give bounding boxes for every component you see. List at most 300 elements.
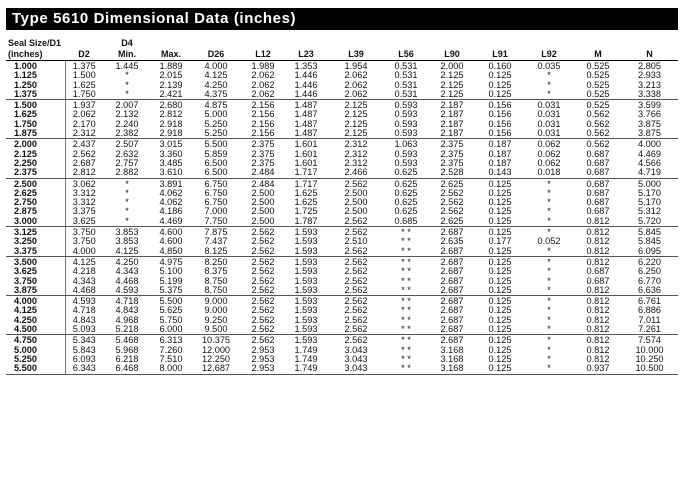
table-cell: 2.507 [115, 139, 139, 150]
table-cell: 1.063 [394, 139, 418, 150]
table-cell: 2.562 [251, 276, 275, 286]
table-cell: 10.000 [635, 345, 664, 355]
size-group [6, 61, 678, 100]
seal-size-cell: 3.625 [6, 267, 65, 276]
table-cell: * [547, 178, 551, 189]
column-header [151, 38, 191, 49]
table-cell: 4.375 [191, 90, 241, 100]
table-cell: * [547, 256, 551, 267]
size-group [6, 139, 678, 178]
table-cell: 0.562 [586, 119, 610, 129]
table-cell: 0.177 [488, 237, 512, 247]
table-cell: 2.562 [344, 227, 368, 238]
table-cell: 0.156 [477, 129, 523, 139]
table-cell: 5.000 [638, 178, 661, 189]
table-cell: 0.525 [586, 61, 610, 71]
table-cell: 2.632 [115, 149, 139, 159]
table-cell: 7.875 [204, 227, 228, 238]
seal-size-cell: 1.875 [6, 129, 65, 139]
table-cell: 0.812 [586, 237, 610, 247]
table-cell: 0.812 [586, 354, 610, 364]
column-header: L92 [523, 49, 575, 61]
table-cell: 2.125 [344, 100, 368, 111]
table-cell: 4.593 [72, 296, 96, 307]
seal-size-cell: 2.875 [6, 207, 65, 216]
table-cell: 2.062 [251, 80, 275, 90]
table-cell: 6.095 [621, 247, 678, 257]
table-cell: 6.750 [204, 188, 228, 198]
table-cell: 6.313 [159, 335, 183, 346]
table-row [6, 355, 678, 364]
table-row [6, 81, 678, 90]
table-cell: 2.953 [251, 354, 275, 364]
table-cell: 1.937 [72, 100, 96, 111]
table-cell: 2.466 [327, 168, 385, 178]
table-cell: 2.125 [440, 80, 464, 90]
table-cell: * [547, 188, 551, 198]
table-cell: 0.625 [394, 198, 418, 208]
seal-size-cell: 1.125 [6, 71, 65, 80]
table-cell: 1.446 [285, 90, 327, 100]
table-cell: 2.805 [638, 61, 661, 71]
table-cell: 1.593 [294, 256, 318, 267]
table-cell: 2.156 [251, 110, 275, 120]
table-cell: * * [385, 247, 427, 257]
table-cell: 2.562 [251, 256, 275, 267]
table-cell: 3.875 [638, 119, 661, 129]
table-cell: 1.601 [294, 139, 318, 150]
table-cell: 2.007 [115, 100, 139, 111]
table-cell: 3.312 [72, 188, 96, 198]
table-cell: 0.187 [488, 149, 512, 159]
table-cell: * * [401, 306, 411, 316]
size-group [6, 100, 678, 139]
table-cell: 1.749 [285, 364, 327, 374]
table-cell: * [523, 364, 575, 374]
table-cell: * [125, 207, 129, 217]
table-cell: 5.845 [638, 237, 661, 247]
table-cell: 8.250 [204, 256, 228, 267]
table-cell: 4.125 [72, 256, 96, 267]
table-cell: * * [401, 256, 411, 267]
table-cell: 5.500 [159, 296, 183, 307]
table-cell: 1.601 [294, 158, 318, 168]
table-cell: 0.125 [488, 198, 512, 208]
table-cell: 0.156 [488, 100, 512, 111]
table-cell: 4.218 [72, 267, 96, 277]
seal-size-cell: 4.500 [6, 325, 65, 335]
table-cell: 0.160 [488, 61, 512, 71]
table-cell: 2.375 [251, 158, 275, 168]
column-header: Max. [151, 49, 191, 61]
table-cell: 0.031 [537, 119, 561, 129]
table-cell: 2.562 [251, 315, 275, 325]
table-cell: * [547, 315, 551, 325]
table-cell: 5.720 [621, 217, 678, 227]
table-cell: * * [401, 227, 411, 238]
table-cell: 3.853 [115, 237, 139, 247]
seal-size-cell: 4.125 [6, 306, 65, 315]
table-cell: * [547, 276, 551, 286]
table-cell: 3.015 [159, 139, 183, 150]
table-cell: 1.593 [285, 247, 327, 257]
table-cell: 2.680 [159, 100, 183, 111]
table-cell: * [125, 198, 129, 208]
table-cell: 2.562 [344, 296, 368, 307]
table-cell: 6.220 [638, 256, 661, 267]
seal-size-cell: 1.500 [6, 100, 65, 111]
table-cell: 2.500 [241, 217, 285, 227]
table-cell: 8.375 [204, 267, 228, 277]
table-row [6, 364, 678, 374]
table-cell: 0.937 [575, 364, 621, 374]
table-cell: 5.250 [191, 129, 241, 139]
table-cell: 4.062 [159, 198, 183, 208]
table-cell: 4.250 [115, 256, 139, 267]
table-cell: 0.125 [488, 345, 512, 355]
table-cell: 0.687 [586, 267, 610, 277]
table-cell: * * [385, 286, 427, 296]
table-cell: 2.562 [344, 256, 368, 267]
table-cell: 2.562 [440, 188, 464, 198]
table-cell: 2.156 [251, 100, 275, 111]
table-cell: 3.312 [72, 198, 96, 208]
table-cell: 2.882 [103, 168, 151, 178]
table-cell: * * [401, 276, 411, 286]
table-cell: 1.487 [285, 129, 327, 139]
table-cell: 3.375 [72, 207, 96, 217]
seal-size-cell: 4.000 [6, 296, 65, 307]
table-cell: * [547, 335, 551, 346]
table-cell: 2.687 [440, 276, 464, 286]
table-cell: * * [401, 335, 411, 346]
table-cell: 0.187 [488, 158, 512, 168]
table-cell: 2.062 [72, 110, 96, 120]
table-row [6, 198, 678, 207]
table-cell: 2.421 [151, 90, 191, 100]
table-cell: 4.125 [103, 247, 151, 257]
table-cell: 5.343 [72, 335, 96, 346]
column-header: D4 [121, 38, 133, 48]
table-cell: 3.168 [440, 354, 464, 364]
table-cell: * [523, 247, 575, 257]
table-cell: 4.600 [159, 227, 183, 238]
table-cell: 12.687 [191, 364, 241, 374]
table-cell: 10.500 [621, 364, 678, 374]
table-row [6, 237, 678, 246]
table-cell: 0.125 [488, 178, 512, 189]
table-cell: 6.468 [103, 364, 151, 374]
table-cell: 2.187 [440, 119, 464, 129]
table-cell: 1.593 [294, 227, 318, 238]
table-cell: 2.156 [251, 119, 275, 129]
column-header: L23 [285, 49, 327, 61]
table-cell: 6.218 [115, 354, 139, 364]
table-cell: 12.000 [201, 345, 231, 355]
column-header [385, 38, 427, 49]
table-cell: 0.125 [488, 315, 512, 325]
table-cell: * * [385, 364, 427, 374]
table-cell: 2.562 [251, 306, 275, 316]
table-cell: 2.562 [251, 237, 275, 247]
table-row [6, 346, 678, 355]
table-cell: 4.850 [151, 247, 191, 257]
table-cell: * [547, 345, 551, 355]
table-cell: 8.125 [191, 247, 241, 257]
table-row [6, 256, 678, 267]
table-cell: 4.718 [72, 306, 96, 316]
seal-size-cell: 1.250 [6, 81, 65, 90]
table-cell: 0.531 [394, 61, 418, 71]
table-cell: 2.687 [427, 325, 477, 335]
table-cell: 4.343 [72, 276, 96, 286]
column-header: L12 [241, 49, 285, 61]
seal-size-cell: 5.000 [6, 346, 65, 355]
table-cell: 2.139 [159, 80, 183, 90]
table-cell: 0.531 [385, 90, 427, 100]
table-cell: 0.562 [586, 110, 610, 120]
table-row [6, 207, 678, 216]
column-header [575, 38, 621, 49]
table-cell: 1.717 [285, 168, 327, 178]
table-row [6, 277, 678, 286]
table-cell: 2.625 [427, 217, 477, 227]
table-cell: 6.500 [204, 158, 228, 168]
table-cell: 10.375 [201, 335, 231, 346]
table-cell: 1.500 [72, 71, 96, 81]
table-cell: 2.500 [344, 207, 368, 217]
table-row [6, 120, 678, 129]
table-cell: 0.031 [523, 129, 575, 139]
table-cell: 4.000 [65, 247, 103, 257]
table-cell: 2.562 [251, 227, 275, 238]
seal-size-cell: 2.375 [6, 168, 65, 178]
table-cell: 4.000 [204, 61, 228, 71]
table-cell: 1.625 [294, 188, 318, 198]
table-cell: 2.510 [344, 237, 368, 247]
table-cell: 6.093 [72, 354, 96, 364]
table-cell: 1.954 [344, 61, 368, 71]
table-cell: 4.566 [638, 158, 661, 168]
table-cell: 4.600 [159, 237, 183, 247]
table-cell: 1.487 [294, 119, 318, 129]
table-cell: 2.500 [251, 198, 275, 208]
table-cell: 0.125 [488, 207, 512, 217]
table-cell: 3.360 [159, 149, 183, 159]
table-cell: 2.500 [251, 207, 275, 217]
table-cell: 2.953 [241, 364, 285, 374]
table-cell: * * [401, 237, 411, 247]
table-cell: 2.187 [427, 129, 477, 139]
seal-size-cell: 3.500 [6, 256, 65, 267]
table-cell: 6.886 [638, 306, 661, 316]
table-cell: 0.687 [586, 188, 610, 198]
table-cell: 5.000 [204, 110, 228, 120]
table-cell: 7.510 [159, 354, 183, 364]
table-cell: 0.687 [586, 149, 610, 159]
table-cell: 2.156 [241, 129, 285, 139]
table-cell: 3.338 [621, 90, 678, 100]
column-header: L91 [477, 49, 523, 61]
table-cell: 2.562 [344, 276, 368, 286]
table-cell: 0.125 [488, 306, 512, 316]
column-header: L39 [327, 49, 385, 61]
table-cell: 1.593 [294, 237, 318, 247]
table-cell: 2.484 [251, 178, 275, 189]
table-cell: 0.018 [523, 168, 575, 178]
table-cell: 2.562 [344, 335, 368, 346]
table-cell: 5.312 [638, 207, 661, 217]
table-cell: 0.812 [586, 315, 610, 325]
table-cell: 3.213 [638, 80, 661, 90]
seal-size-cell: 3.750 [6, 277, 65, 286]
table-cell: 0.562 [575, 129, 621, 139]
table-cell: 0.062 [537, 139, 561, 150]
table-cell: 0.593 [394, 158, 418, 168]
table-cell: 2.687 [440, 335, 464, 346]
table-cell: 0.593 [385, 129, 427, 139]
table-cell: 4.250 [204, 80, 228, 90]
table-cell: 1.750 [65, 90, 103, 100]
table-cell: 2.687 [440, 267, 464, 277]
table-row [6, 100, 678, 111]
table-row [6, 296, 678, 307]
table-cell: 2.812 [159, 110, 183, 120]
table-cell: 0.812 [586, 227, 610, 238]
table-cell: 5.845 [638, 227, 661, 238]
table-cell: 0.525 [575, 90, 621, 100]
size-group [6, 227, 678, 257]
table-row [6, 139, 678, 150]
table-cell: 1.487 [294, 110, 318, 120]
seal-size-cell: 5.250 [6, 355, 65, 364]
table-cell: 2.500 [251, 188, 275, 198]
table-cell: 0.125 [477, 325, 523, 335]
table-cell: 0.625 [385, 168, 427, 178]
table-cell: * [547, 296, 551, 307]
table-cell: 7.000 [204, 207, 228, 217]
table-cell: 2.562 [251, 267, 275, 277]
table-cell: 5.859 [204, 149, 228, 159]
table-cell: 2.132 [115, 110, 139, 120]
table-cell: 1.375 [72, 61, 96, 71]
table-cell: * [103, 90, 151, 100]
table-cell: * [125, 178, 129, 189]
table-cell: 5.100 [159, 267, 183, 277]
table-cell: 3.750 [72, 237, 96, 247]
table-cell: 2.187 [440, 110, 464, 120]
table-cell: 3.043 [344, 345, 368, 355]
table-row [6, 217, 678, 227]
table-cell: 0.812 [575, 286, 621, 296]
table-cell: 0.593 [394, 149, 418, 159]
table-cell: * [523, 325, 575, 335]
table-cell: 3.891 [159, 178, 183, 189]
table-cell: 2.953 [251, 345, 275, 355]
table-cell: 2.375 [440, 149, 464, 159]
table-cell: 0.625 [394, 178, 418, 189]
table-cell: 2.562 [251, 335, 275, 346]
size-group [6, 296, 678, 335]
table-row [6, 267, 678, 276]
column-header: L56 [385, 49, 427, 61]
column-header [65, 38, 103, 49]
column-header: M [575, 49, 621, 61]
table-row [6, 110, 678, 119]
table-cell: 1.625 [294, 198, 318, 208]
table-cell: * [547, 71, 551, 81]
table-cell: 0.125 [488, 227, 512, 238]
table-cell: 2.312 [65, 129, 103, 139]
table-cell: 0.625 [394, 207, 418, 217]
table-cell: 2.500 [344, 188, 368, 198]
table-cell: 9.000 [204, 296, 228, 307]
table-cell: 4.718 [115, 296, 139, 307]
table-row [6, 168, 678, 178]
table-cell: * [523, 286, 575, 296]
table-cell: 0.062 [537, 149, 561, 159]
table-cell: 4.719 [621, 168, 678, 178]
table-cell: 2.170 [72, 119, 96, 129]
seal-size-cell: 1.375 [6, 90, 65, 100]
table-cell: 5.250 [204, 119, 228, 129]
table-row [6, 247, 678, 257]
table-cell: 2.375 [440, 158, 464, 168]
table-cell: 0.125 [488, 276, 512, 286]
table-cell: 2.187 [440, 100, 464, 111]
table-row [6, 286, 678, 296]
table-row [6, 159, 678, 168]
table-cell: 5.625 [159, 306, 183, 316]
table-cell: 2.125 [327, 129, 385, 139]
table-cell: 2.375 [251, 139, 275, 150]
table-cell: 2.687 [72, 158, 96, 168]
table-cell: * * [401, 345, 411, 355]
table-cell: 2.918 [151, 129, 191, 139]
table-cell: 4.875 [204, 100, 228, 111]
table-cell: 3.853 [115, 227, 139, 238]
table-cell: 7.574 [638, 335, 661, 346]
table-row [6, 227, 678, 238]
table-cell: 1.353 [294, 61, 318, 71]
table-cell: 4.975 [159, 256, 183, 267]
table-cell: 2.687 [440, 315, 464, 325]
header-row [6, 49, 678, 61]
table-row [6, 129, 678, 139]
table-cell: 2.312 [344, 139, 368, 150]
table-cell: 1.593 [294, 296, 318, 307]
table-cell: * [547, 80, 551, 90]
table-cell: 2.015 [159, 71, 183, 81]
table-cell: 2.312 [344, 158, 368, 168]
table-cell: 6.250 [638, 267, 661, 277]
table-cell: 0.525 [586, 100, 610, 111]
seal-size-cell: 3.875 [6, 286, 65, 296]
table-cell: 10.250 [635, 354, 664, 364]
table-cell: 2.484 [241, 168, 285, 178]
table-cell: 1.625 [72, 80, 96, 90]
table-cell: 1.446 [294, 80, 318, 90]
table-cell: 0.125 [488, 256, 512, 267]
table-cell: 7.011 [638, 315, 661, 325]
table-cell: 0.035 [537, 61, 561, 71]
table-cell: 2.757 [115, 158, 139, 168]
column-header [241, 38, 285, 49]
table-cell: 0.156 [488, 110, 512, 120]
table-cell: 0.187 [488, 139, 512, 150]
table-cell: 1.446 [294, 71, 318, 81]
table-cell: * [547, 306, 551, 316]
